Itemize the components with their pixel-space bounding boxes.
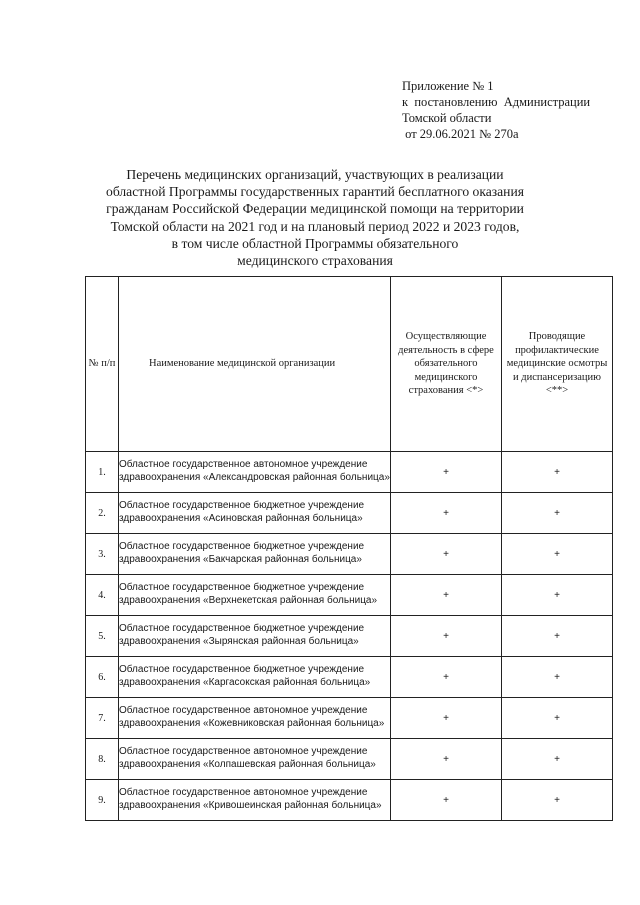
appendix-line: от 29.06.2021 № 270а [402, 127, 519, 141]
table-row [86, 575, 613, 616]
prophylactic-mark: + [502, 616, 613, 657]
title-line: областной Программы государственных гарантий бесплатного оказания [106, 184, 524, 200]
oms-mark: + [391, 452, 502, 493]
title-line: в том числе областной Программы обязательного [171, 235, 459, 251]
title-line: Томской области на 2021 год и на плановый период 2022 и 2023 годов, [110, 218, 520, 234]
header-oms: Осуществляющие деятельность в сфере обязательного медицинского страхования <*> [391, 277, 502, 452]
prophylactic-mark: + [502, 575, 613, 616]
organizations-table [85, 276, 613, 821]
row-number: 5. [86, 616, 119, 657]
organization-name: Областное государственное бюджетное учреждение здравоохранения «Каргасокская районная больница» [119, 657, 391, 698]
organization-name: Областное государственное автономное учреждение здравоохранения «Колпашевская районная больница» [119, 739, 391, 780]
row-number: 7. [86, 698, 119, 739]
table-row [86, 698, 613, 739]
organization-name: Областное государственное автономное учреждение здравоохранения «Кривошеинская районная больница» [119, 780, 391, 821]
header-number: № п/п [86, 277, 119, 452]
document-title [80, 166, 550, 269]
oms-mark: + [391, 657, 502, 698]
row-number: 3. [86, 534, 119, 575]
prophylactic-mark: + [502, 493, 613, 534]
appendix-line: Приложение № 1 [402, 79, 494, 93]
table-row [86, 739, 613, 780]
oms-mark: + [391, 534, 502, 575]
oms-mark: + [391, 780, 502, 821]
table-row [86, 616, 613, 657]
prophylactic-mark: + [502, 657, 613, 698]
organization-name: Областное государственное автономное учреждение здравоохранения «Кожевниковская районная больница» [119, 698, 391, 739]
oms-mark: + [391, 698, 502, 739]
row-number: 9. [86, 780, 119, 821]
row-number: 4. [86, 575, 119, 616]
header-organization-name: Наименование медицинской организации [119, 277, 391, 452]
table-header-row [86, 277, 613, 452]
row-number: 8. [86, 739, 119, 780]
row-number: 1. [86, 452, 119, 493]
row-number: 6. [86, 657, 119, 698]
appendix-line: Томской области [402, 111, 492, 125]
prophylactic-mark: + [502, 780, 613, 821]
table-row [86, 452, 613, 493]
appendix-line: к постановлению Администрации [402, 95, 591, 109]
title-line: гражданам Российской Федерации медицинской помощи на территории [106, 201, 524, 217]
header-prophylactic: Проводящие профилактические медицинские осмотры и диспансеризацию <**> [502, 277, 613, 452]
organization-name: Областное государственное бюджетное учреждение здравоохранения «Асиновская районная больница» [119, 493, 391, 534]
prophylactic-mark: + [502, 452, 613, 493]
appendix-block [402, 78, 632, 142]
organization-name: Областное государственное бюджетное учреждение здравоохранения «Верхнекетская районная больница» [119, 575, 391, 616]
table-row [86, 780, 613, 821]
table-row [86, 534, 613, 575]
title-line: медицинского страхования [237, 253, 393, 269]
prophylactic-mark: + [502, 698, 613, 739]
table-row [86, 493, 613, 534]
oms-mark: + [391, 616, 502, 657]
prophylactic-mark: + [502, 534, 613, 575]
oms-mark: + [391, 493, 502, 534]
prophylactic-mark: + [502, 739, 613, 780]
organization-name: Областное государственное бюджетное учреждение здравоохранения «Зырянская районная больница» [119, 616, 391, 657]
organization-name: Областное государственное бюджетное учреждение здравоохранения «Бакчарская районная больница» [119, 534, 391, 575]
oms-mark: + [391, 575, 502, 616]
title-line: Перечень медицинских организаций, участвующих в реализации [126, 167, 504, 182]
oms-mark: + [391, 739, 502, 780]
row-number: 2. [86, 493, 119, 534]
organization-name: Областное государственное автономное учреждение здравоохранения «Александровская районная больница» [119, 452, 391, 493]
table-row [86, 657, 613, 698]
